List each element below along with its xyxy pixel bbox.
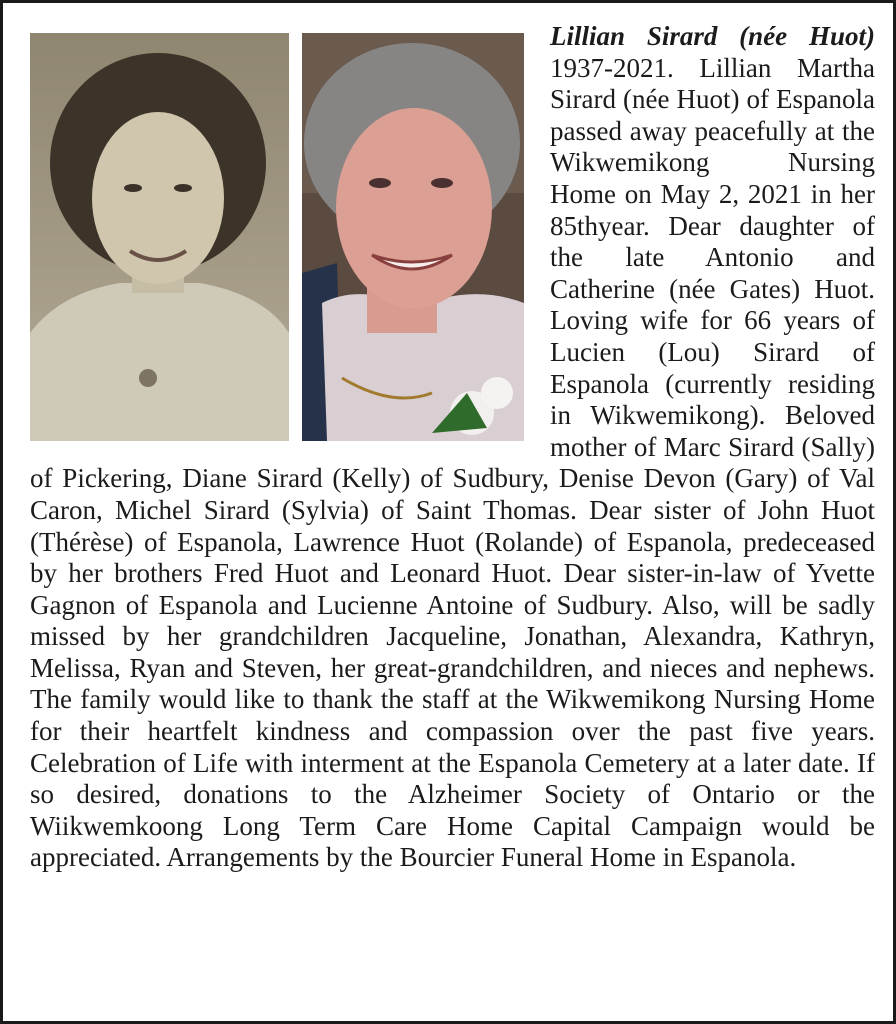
- photo-spacer: [30, 21, 550, 455]
- obituary-body: Lillian Martha Sirard (née Huot) of Espanola passed away peacefully at the Wikwemikong Nursing Home on May 2, 2021 in her 85thyear. Dear daughter of the late Antonio and Catherine (née Gates) Huot. Loving wife for 66 years of Lucien (Lou) Sirard of Espanola (currently residing in Wikwemikong). Beloved mother of Marc Sirard (Sally) of Pickering, Diane Sirard (Kelly) of Sudbury, Denise Devon (Gary) of Val Caron, Michel Sirard (Sylvia) of Saint Thomas. Dear sister of John Huot (Thérèse) of Espanola, Lawrence Huot (Rolande) of Espanola, predeceased by her brothers Fred Huot and Leonard Huot. Dear sister-in-law of Yvette Gagnon of Espanola and Lucienne Antoine of Sudbury. Also, will be sadly missed by her grandchildren Jacqueline, Jonathan, Alexandra, Kathryn, Melissa, Ryan and Steven, her great-grandchildren, and nieces and nephews. The family would like to thank the staff at the Wikwemikong Nursing Home for their heartfelt kindness and compassion over the past five years. Celebration of Life with interment at the Espanola Cemetery at a later date. If so desired, donations to the Alzheimer Society of Ontario or the Wiikwemkoong Long Term Care Home Capital Campaign would be appreciated. Arrangements by the Bourcier Funeral Home in Espanola.: [30, 52, 875, 873]
- obituary-text: [30, 21, 875, 874]
- obituary-years: 1937-2021.: [550, 52, 700, 83]
- obituary-name: Lillian Sirard (née Huot): [550, 21, 875, 51]
